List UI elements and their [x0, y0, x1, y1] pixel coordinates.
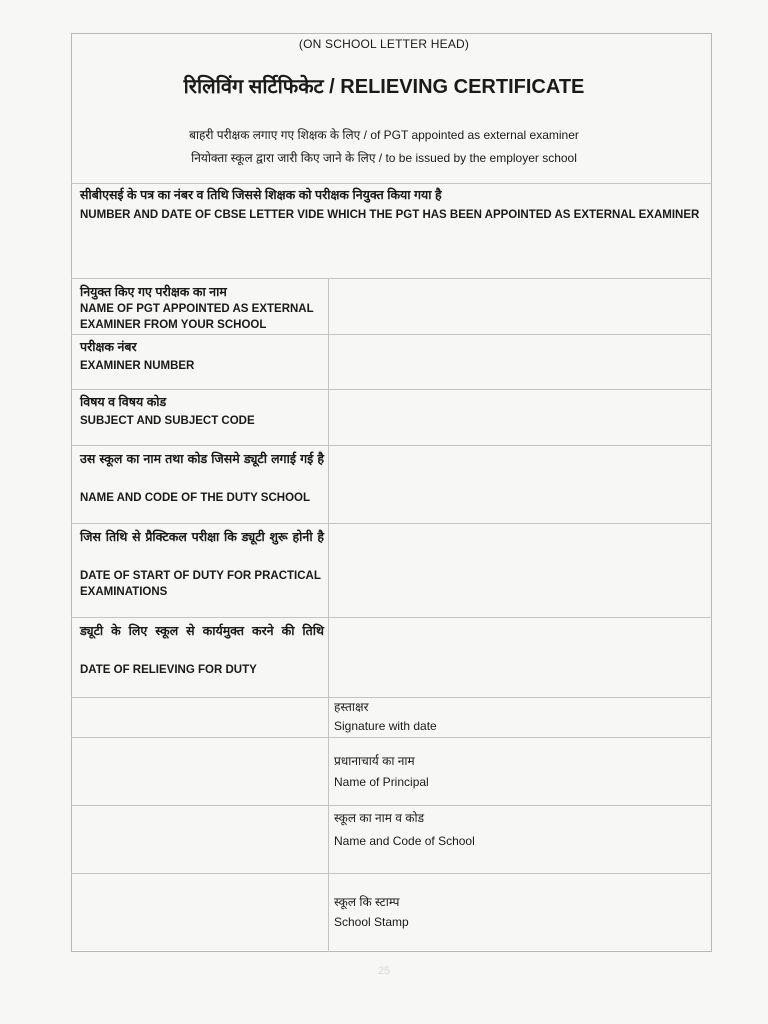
- field-label-hindi: जिस तिथि से प्रैक्टिकल परीक्षा कि ड्यूटी शुरू होनी है: [80, 530, 324, 544]
- field-label-english: NAME OF PGT APPOINTED AS EXTERNAL EXAMINER FROM YOUR SCHOOL: [80, 303, 314, 331]
- column-divider: [328, 278, 329, 952]
- row-divider: [71, 389, 712, 390]
- school-stamp-label-english: School Stamp: [334, 915, 409, 929]
- duty-school-field[interactable]: [334, 450, 706, 518]
- signature-label-english: Signature with date: [334, 719, 437, 733]
- field-label-english: EXAMINER NUMBER: [80, 360, 195, 372]
- field-label-english: NAME AND CODE OF THE DUTY SCHOOL: [80, 492, 311, 504]
- subtitle-line-1: बाहरी परीक्षक लगाए गए शिक्षक के लिए / of PGT appointed as external examiner: [189, 128, 579, 142]
- row-divider: [71, 445, 712, 446]
- row-divider: [71, 873, 712, 874]
- row-divider: [71, 737, 712, 738]
- subject-code-field[interactable]: [334, 394, 706, 440]
- school-stamp-label-hindi: स्कूल कि स्टाम्प: [334, 895, 400, 909]
- subtitle-line-2: नियोक्ता स्कूल द्वारा जारी किए जाने के लिए / to be issued by the employer school: [191, 151, 577, 165]
- school-name-label-hindi: स्कूल का नाम व कोड: [334, 811, 425, 825]
- field-label-hindi: नियुक्त किए गए परीक्षक का नाम: [80, 285, 227, 299]
- row-divider: [71, 697, 712, 698]
- table-top-border: [71, 183, 712, 184]
- row-divider: [71, 617, 712, 618]
- signature-label-hindi: हस्ताक्षर: [334, 700, 369, 714]
- field-label-english: DATE OF RELIEVING FOR DUTY: [80, 664, 257, 676]
- page-title: रिलिविंग सर्टिफिकेट / RELIEVING CERTIFICATE: [183, 76, 585, 98]
- principal-name-label-english: Name of Principal: [334, 775, 429, 789]
- principal-name-label-hindi: प्रधानाचार्य का नाम: [334, 754, 415, 768]
- letterhead-note: (ON SCHOOL LETTER HEAD): [298, 37, 470, 51]
- examiner-name-field[interactable]: [334, 284, 706, 330]
- field-label-english: SUBJECT AND SUBJECT CODE: [80, 415, 255, 427]
- cbse-letter-label-hindi: सीबीएसई के पत्र का नंबर व तिथि जिससे शिक्षक को परीक्षक नियुक्त किया गया है: [80, 188, 442, 202]
- row-divider: [71, 523, 712, 524]
- field-label-hindi: परीक्षक नंबर: [80, 340, 137, 354]
- examiner-number-field[interactable]: [334, 339, 706, 385]
- row-divider: [71, 278, 712, 279]
- cbse-letter-label-english: NUMBER AND DATE OF CBSE LETTER VIDE WHICH THE PGT HAS BEEN APPOINTED AS EXTERNAL EXAMINER: [80, 209, 700, 221]
- duty-start-date-field[interactable]: [334, 528, 706, 612]
- relieving-date-field[interactable]: [334, 622, 706, 692]
- field-label-hindi: विषय व विषय कोड: [80, 395, 167, 409]
- school-name-label-english: Name and Code of School: [334, 834, 475, 848]
- row-divider: [71, 334, 712, 335]
- row-divider: [71, 805, 712, 806]
- field-label-hindi: ड्यूटी के लिए स्कूल से कार्यमुक्त करने की तिथि: [80, 624, 324, 638]
- field-label-hindi: उस स्कूल का नाम तथा कोड जिसमे ड्यूटी लगाई गई है: [80, 452, 324, 466]
- page-number: 25: [377, 965, 391, 977]
- field-label-english: DATE OF START OF DUTY FOR PRACTICAL EXAMINATIONS: [80, 570, 321, 598]
